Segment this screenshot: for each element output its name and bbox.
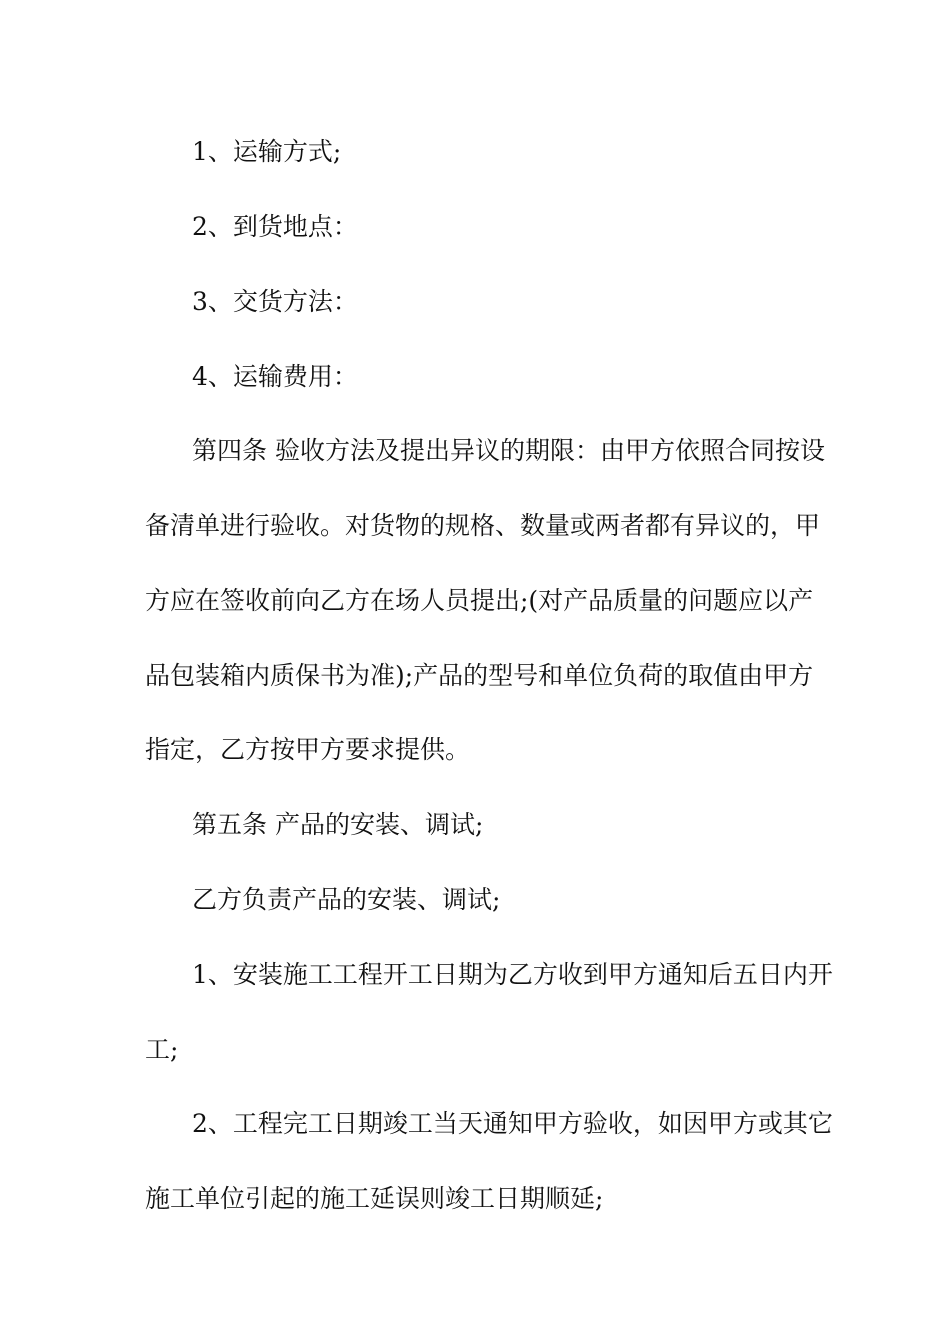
- text-line: 2、到货地点：: [192, 212, 358, 241]
- text-line: 4、运输费用：: [192, 362, 358, 391]
- text-line: 第四条 验收方法及提出异议的期限：由甲方依照合同按设: [192, 436, 825, 465]
- text-line: 3、交货方法：: [192, 287, 358, 316]
- text-line: 2、工程完工日期竣工当天通知甲方验收，如因甲方或其它: [192, 1109, 833, 1138]
- text-line: 指定，乙方按甲方要求提供。: [145, 735, 471, 764]
- text-line: 备清单进行验收。对货物的规格、数量或两者都有异议的，甲: [145, 511, 821, 540]
- text-line: 乙方负责产品的安装、调试;: [192, 885, 501, 914]
- text-line: 第五条 产品的安装、调试;: [192, 810, 484, 839]
- text-line: 方应在签收前向乙方在场人员提出;(对产品质量的问题应以产: [145, 586, 814, 615]
- text-line: 品包装箱内质保书为准);产品的型号和单位负荷的取值由甲方: [145, 661, 814, 690]
- text-line: 工;: [145, 1035, 179, 1064]
- text-line: 1、安装施工工程开工日期为乙方收到甲方通知后五日内开: [192, 960, 833, 989]
- text-line: 施工单位引起的施工延误则竣工日期顺延;: [145, 1184, 604, 1213]
- text-line: 1、运输方式;: [192, 137, 342, 166]
